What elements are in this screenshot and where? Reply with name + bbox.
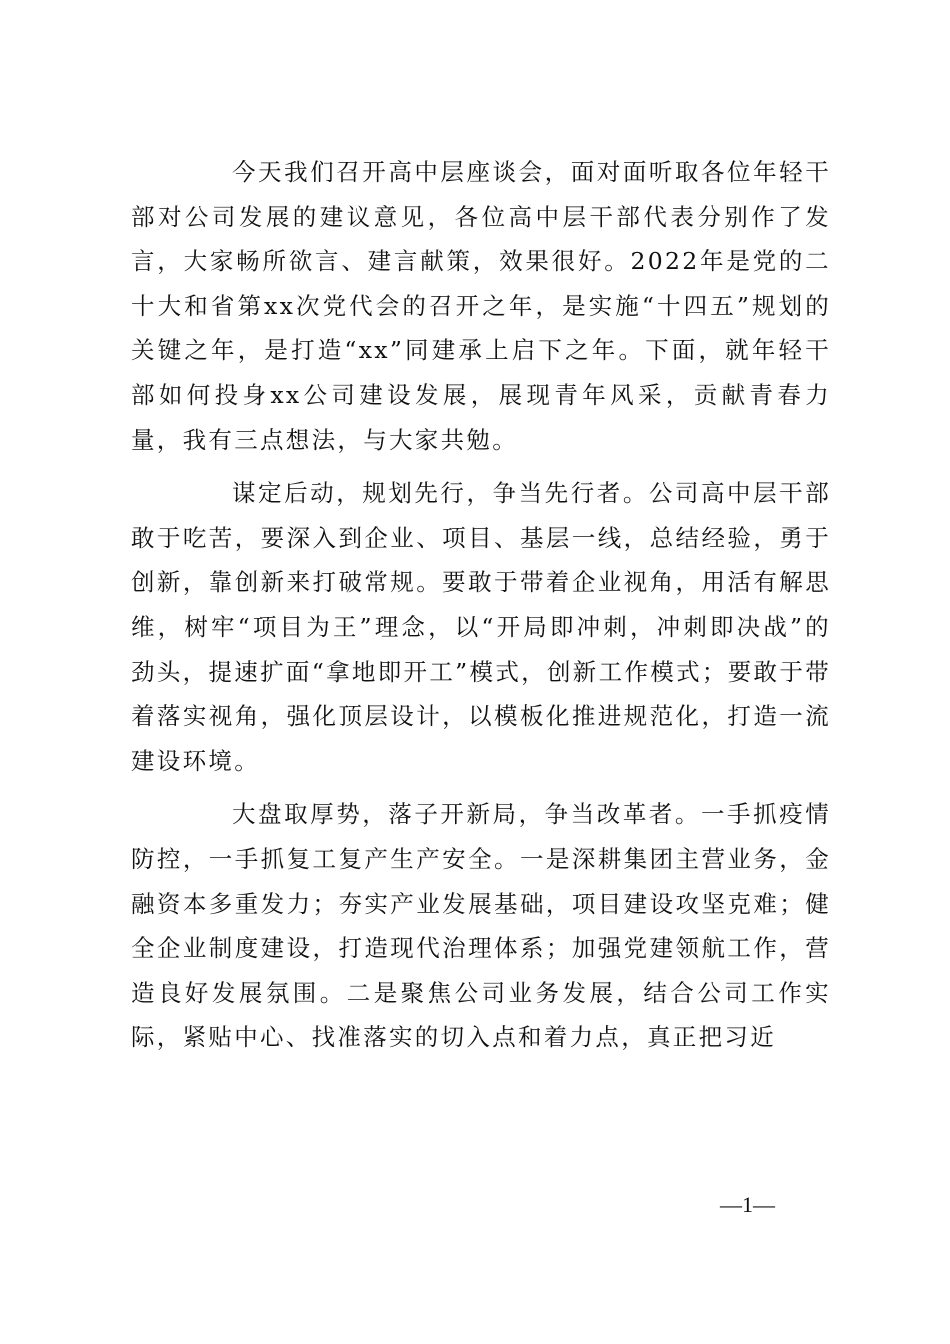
paragraph-3: 大盘取厚势，落子开新局，争当改革者。一手抓疫情防控，一手抓复工复产生产安全。一是深耕集团主营业务，金融资本多重发力；夯实产业发展基础，项目建设攻坚克难；健全企业制度建设，打造现代治理体系；加强党建领航工作，营造良好发展氛围。二是聚焦公司业务发展，结合公司工作实际，紧贴中心、找准落实的切入点和着力点，真正把习近 bbox=[131, 800, 831, 1052]
page-number: —1— bbox=[720, 1192, 775, 1217]
document-body bbox=[131, 150, 831, 1060]
paragraph-2: 谋定后动，规划先行，争当先行者。公司高中层干部敢于吃苦，要深入到企业、项目、基层一线，总结经验，勇于创新，靠创新来打破常规。要敢于带着企业视角，用活有解思维，树牢“项目为王”理念，以“开局即冲刺，冲刺即决战”的劲头，提速扩面“拿地即开工”模式，创新工作模式；要敢于带着落实视角，强化顶层设计，以模板化推进规范化，打造一流建设环境。 bbox=[131, 479, 831, 775]
paragraph-1: 今天我们召开高中层座谈会，面对面听取各位年轻干部对公司发展的建议意见，各位高中层干部代表分别作了发言，大家畅所欲言、建言献策，效果很好。2022年是党的二十大和省第xx次党代会的召开之年，是实施“十四五”规划的关键之年，是打造“xx”同建承上启下之年。下面，就年轻干部如何投身xx公司建设发展，展现青年风采，贡献青春力量，我有三点想法，与大家共勉。 bbox=[131, 158, 831, 454]
